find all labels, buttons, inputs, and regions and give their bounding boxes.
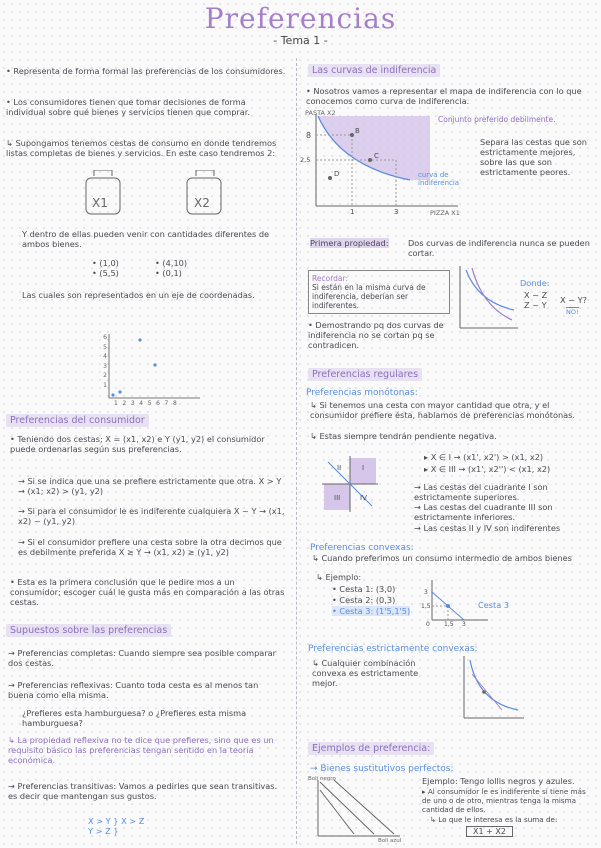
page-title: Preferencias <box>204 2 397 35</box>
preferred-set-label: Conjunto preferido debilmente. <box>438 115 556 124</box>
recordar-label: Recordar: <box>312 274 348 283</box>
cesta-1: • Cesta 1: (3,0) <box>332 584 396 594</box>
convex-x-3: 3 <box>462 621 466 628</box>
cesta-2: • Cesta 2: (0,3) <box>332 595 396 605</box>
indifference-curves-heading: Las curvas de indiferencia <box>308 64 440 77</box>
quadrant-conclusion-3: → Las cestas II y IV son indiferentes <box>414 523 561 533</box>
basket-x1-label: X1 <box>92 196 108 210</box>
donde-1: X ~ Z <box>524 290 548 300</box>
strict-convex-heading: Preferencias estrictamente convexas: <box>308 644 478 654</box>
substitutes-example: Ejemplo: Tengo lollis negros y azules. <box>422 776 575 786</box>
substitutes-y-label: Boli negro <box>308 776 336 782</box>
donde-2: Z ~ Y <box>524 300 547 310</box>
y-tick-2-5: 2,5 <box>300 156 311 164</box>
examples-heading: Ejemplos de preferencia: <box>308 742 434 755</box>
cesta-3-label: Cesta 3 <box>478 600 510 610</box>
x-tick: 5 <box>147 400 152 407</box>
x-tick: 6 <box>156 400 160 407</box>
consumer-preferences-heading: Preferencias del consumidor <box>6 414 149 427</box>
within-text: Y dentro de ellas pueden venir con cantidades diferentes de ambos bienes. <box>22 229 270 249</box>
quadrant-conclusion-2: → Las cestas del cuadrante III son estrictamente inferiores. <box>414 502 553 522</box>
chord-line <box>472 674 502 710</box>
indifference-line-3 <box>334 780 394 834</box>
basket-x2-label: X2 <box>194 196 210 210</box>
preference-text-2: → Si se indica que una se prefiere estrictamente que otra. X > Y → (x1; x2) > (y1, y2) <box>18 476 282 496</box>
convex-heading: Preferencias convexas: <box>310 543 414 553</box>
separa-text: Separa las cestas que son estrictamente mejores, sobre las que son estrictamente peores. <box>480 137 587 177</box>
point-d <box>328 176 332 180</box>
y-tick: 3 <box>103 362 107 370</box>
point-0-1 <box>118 390 121 393</box>
assumptions-heading: Supuestos sobre las preferencias <box>6 624 171 637</box>
hamburger-question: ¿Prefieres esta hamburguesa? o ¿Prefieres esta misma hamburguesa? <box>22 708 247 728</box>
y-tick: 6 <box>103 334 107 341</box>
donde-3: X ~ Y? <box>560 295 588 305</box>
substitutes-heading: → Bienes sustitutivos perfectos: <box>310 764 454 774</box>
curves-intro-text: • Nosotros vamos a representar el mapa de indiferencia con lo que conocemos como curva de indiferencia. <box>306 86 582 106</box>
coordinates-graph <box>95 330 205 410</box>
preference-text-1: • Teniendo dos cestas; X = (x1, x2) e Y (y1, y2) el consumidor puede ordenarlas según sus preferencias. <box>10 434 265 454</box>
x-tick: 7 <box>164 400 169 407</box>
donde-label: Donde: <box>520 278 550 288</box>
point-1-0 <box>111 393 114 396</box>
y-tick-8: 8 <box>306 131 312 140</box>
point-b <box>350 133 354 137</box>
strict-convex-graph <box>456 652 526 724</box>
example-label: ↳ Ejemplo: <box>316 572 362 582</box>
quadrant-example-1: ▸ X ∈ I → (x1', x2') > (x1, x2) <box>424 452 544 462</box>
convex-y-1-5: 1,5 <box>421 603 431 610</box>
axis-x-label: PIZZA X1 <box>430 209 460 217</box>
indifference-line-1 <box>320 790 354 834</box>
y-tick: 1 <box>103 381 107 389</box>
y-tick-labels <box>101 333 107 391</box>
indifference-line-2 <box>320 782 374 834</box>
point-5-5 <box>153 363 156 366</box>
x-tick-1: 1 <box>350 208 355 216</box>
curve-2 <box>472 268 512 320</box>
axis-y-label: PASTA X2 <box>305 109 336 117</box>
quadrant-4-label: IV <box>360 494 367 502</box>
y-tick: 5 <box>103 343 107 351</box>
pair-a2: • (5,5) <box>92 268 119 278</box>
monotone-text-2: ↳ Estas siempre tendrán pendiente negativa. <box>310 431 497 441</box>
point-4-10 <box>138 338 141 341</box>
reflexive-note: ↳ La propiedad reflexiva no te dice que prefieres, sino que es un requisito básico las preferencias tengan sentido en la teoría económica. <box>8 735 274 765</box>
substitutes-graph <box>308 776 404 844</box>
quadrant-example-2: ▸ X ∈ III → (x1', x2'') < (x1, x2) <box>424 464 551 474</box>
x-tick: 4 <box>139 400 144 407</box>
assumption-complete: → Preferencias completas: Cuando siempre sea posible comparar dos cestas. <box>8 648 277 668</box>
substitutes-x-label: Boli azul <box>378 838 402 844</box>
x-tick: 8 <box>172 400 177 407</box>
point-d-label: D <box>334 170 340 178</box>
quadrant-1-label: I <box>362 464 365 472</box>
first-property-label: Primera propiedad: <box>310 238 389 248</box>
column-divider <box>296 58 298 844</box>
quadrant-3-label: III <box>334 494 341 502</box>
quadrant-conclusion-1: → Las cestas del cuadrante I son estrictamente superiores. <box>414 482 548 502</box>
preference-text-3: → Si para el consumidor le es indiferente cualquiera X ~ Y → (x1, x2) ~ (y1, y2) <box>18 506 285 526</box>
convex-x-1-5: 1,5 <box>444 621 454 628</box>
intro-text-2: • Los consumidores tienen que tomar decisiones de forma individual sobre qué bienes y servicios tienen que comprar. <box>6 97 251 117</box>
point-c-label: C <box>374 152 379 160</box>
x-tick: 2 <box>122 400 127 407</box>
monotone-heading: Preferencias monótonas: <box>306 388 418 398</box>
mix-point <box>482 690 486 694</box>
pair-a1: • (1,0) <box>92 258 119 268</box>
sum-box: X1 + X2 <box>466 826 513 837</box>
convex-curve <box>470 660 518 710</box>
y-tick: 2 <box>103 372 107 380</box>
substitutes-text-2: ↳ Lo que le interesa es la suma de: <box>430 815 558 824</box>
intro-text-3: ↳ Supongamos tenemos cestas de consumo en donde tendremos listas completas de bienes y servicios. En este caso tendremos 2: <box>6 138 277 158</box>
page-subtitle: - Tema 1 - <box>273 34 328 47</box>
x-tick: 1 <box>114 400 118 407</box>
x-tick-labels <box>114 400 177 407</box>
pair-b1: • (4,10) <box>155 258 188 268</box>
point-c <box>368 158 372 162</box>
monotone-text-1: ↳ Si tenemos una cesta con mayor cantidad que otra, y el consumidor prefiere ésta, hablamos de preferencias monótonas. <box>310 400 576 420</box>
preference-text-4: → Si el consumidor prefiere una cesta sobre la otra decimos que es debilmente preferida X ≥ Y → (x1, x2) ≥ (y1, y2) <box>18 537 282 557</box>
y-tick: 4 <box>103 353 107 361</box>
transitivity-example: X > Y } X > Z Y > Z } <box>88 816 145 836</box>
first-property-text: Dos curvas de indiferencia nunca se pueden cortar. <box>408 238 590 258</box>
substitutes-text-1: ▸ Al consumidor le es indiferente si tiene más de uno o de otro, mientras tenga la misma cantidad de ellos. <box>422 787 586 814</box>
convex-origin: 0 <box>426 621 430 628</box>
demonstration-text: • Demostrando pq dos curvas de indiferencia no se cortan pq se contradicen. <box>308 320 444 350</box>
cesta-3-point <box>446 604 450 608</box>
intro-text-1: • Representa de forma formal las preferencias de los consumidores. <box>6 66 286 76</box>
quadrant-2-label: II <box>337 464 342 472</box>
recordar-text: Si están en la misma curva de indiferencia, deberían ser indiferentes. <box>312 283 426 310</box>
recordar-box <box>308 270 450 314</box>
preference-text-5: • Esta es la primera conclusión que le pedire mos a un consumidor; escoger cuál le gusta más en comparación a las otras cestas. <box>10 577 285 607</box>
point-b-label: B <box>355 127 360 135</box>
convex-y-3: 3 <box>424 589 428 596</box>
assumption-reflexive: → Preferencias reflexivas: Cuanto toda cesta es al menos tan buena como ella misma. <box>8 680 259 700</box>
no-label: NO! <box>566 308 579 316</box>
quadrant-graph <box>322 456 378 512</box>
x-tick: 3 <box>130 400 135 407</box>
strict-convex-text: ↳ Cualquier combinación convexa es estrictamente mejor. <box>312 658 419 688</box>
x-tick-3: 3 <box>394 208 399 216</box>
convex-text: ↳ Cuando preferimos un consumo intermedio de ambos bienes <box>312 553 572 563</box>
graph-intro-text: Las cuales son representados en un eje de coordenadas. <box>22 290 255 300</box>
cesta-3: • Cesta 3: (1'5,1'5) <box>332 606 411 616</box>
crossing-curves-graph <box>456 262 520 332</box>
curve-label: curva de indiferencia <box>418 171 460 187</box>
pair-b2: • (0,1) <box>155 268 182 278</box>
assumption-transitive: → Preferencias transitivas: Vamos a pedirles que sean transitivas. es decir que mantengan sus gustos. <box>8 781 278 801</box>
regular-preferences-heading: Preferencias regulares <box>308 368 422 381</box>
